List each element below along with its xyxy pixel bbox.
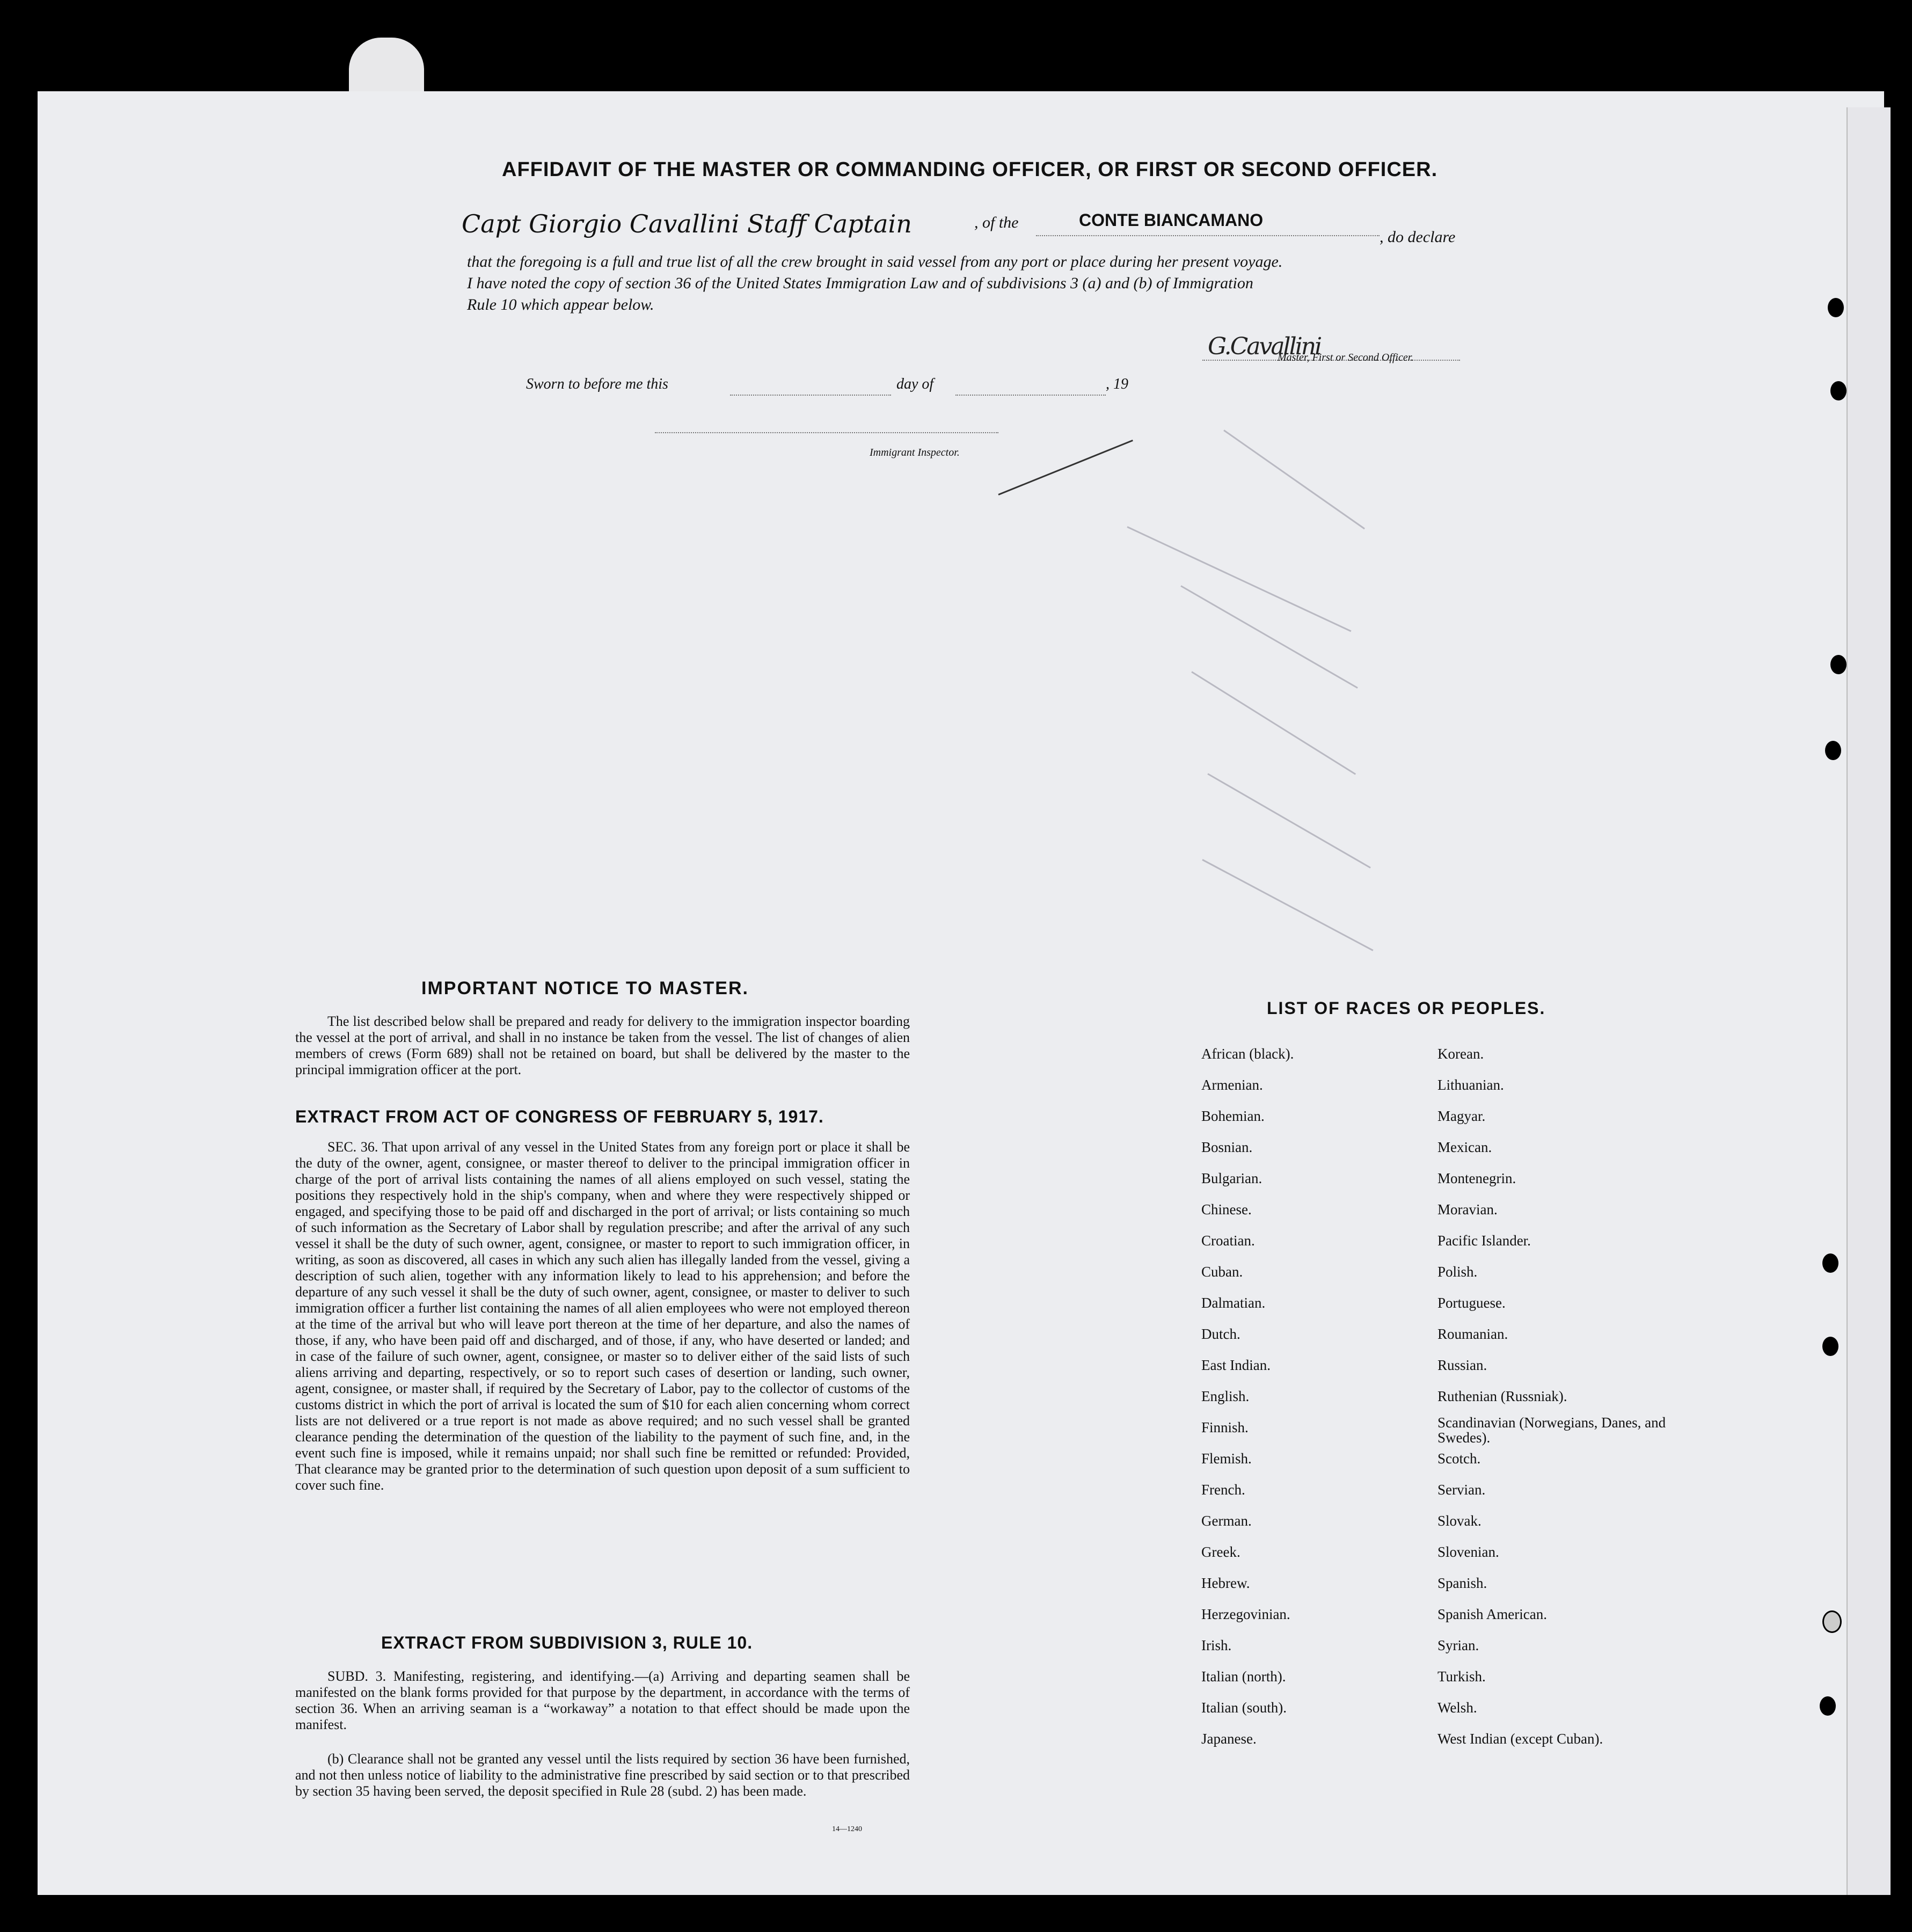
race-item-right: Roumanian. xyxy=(1437,1326,1508,1342)
race-item-right: Ruthenian (Russniak). xyxy=(1437,1388,1567,1404)
binder-hole xyxy=(1828,298,1844,317)
sworn-month-line xyxy=(955,395,1106,396)
races-heading: LIST OF RACES OR PEOPLES. xyxy=(1267,998,1546,1018)
binder-hole xyxy=(1820,1696,1836,1716)
declaration-line-2: that the foregoing is a full and true list of all the crew brought in said vessel from any port or place during her present voyage. xyxy=(467,253,1283,271)
inspector-label: Immigrant Inspector. xyxy=(870,447,960,458)
race-item-left: Greek. xyxy=(1201,1544,1240,1560)
race-item-left: Flemish. xyxy=(1201,1450,1252,1467)
race-item-left: African (black). xyxy=(1201,1046,1294,1062)
race-item-left: Bulgarian. xyxy=(1201,1170,1262,1186)
binder-hole xyxy=(1822,1610,1842,1633)
binder-hole xyxy=(1825,741,1841,760)
race-item-right: Scotch. xyxy=(1437,1450,1481,1467)
binder-hole xyxy=(1830,381,1847,400)
handwritten-signer-name: Capt Giorgio Cavallini Staff Captain xyxy=(462,209,912,238)
race-item-right: Portuguese. xyxy=(1437,1295,1506,1311)
race-item-right: Spanish American. xyxy=(1437,1606,1547,1622)
race-item-right: Spanish. xyxy=(1437,1575,1487,1591)
race-item-left: Italian (north). xyxy=(1201,1668,1286,1685)
race-item-left: Japanese. xyxy=(1201,1731,1257,1747)
subdivision-a-text: SUBD. 3. Manifesting, registering, and identifying.—(a) Arriving and departing seamen shall be manifested on the blank forms provided for that purpose by the department, in accordance with the terms of section 36. When an arriving seaman is a “workaway” a notation to that effect should be made upon the manifest. xyxy=(295,1668,910,1732)
declaration-line-3: I have noted the copy of section 36 of the United States Immigration Law and of subdivisions 3 (a) and (b) of Immigration xyxy=(467,274,1253,292)
race-item-left: Chinese. xyxy=(1201,1201,1252,1217)
binder-hole xyxy=(1830,655,1847,674)
inspector-line xyxy=(655,432,998,433)
race-item-left: Cuban. xyxy=(1201,1264,1243,1280)
sworn-label: Sworn to before me this xyxy=(526,376,668,392)
race-item-right: Russian. xyxy=(1437,1357,1487,1373)
sworn-day-line xyxy=(730,395,891,396)
race-item-right: Slovak. xyxy=(1437,1513,1482,1529)
form-code: 14—1240 xyxy=(832,1825,862,1833)
year-label: , 19 xyxy=(1106,376,1128,392)
race-item-left: Armenian. xyxy=(1201,1077,1263,1093)
race-item-right: Scandinavian (Norwegians, Danes, and Swedes). xyxy=(1437,1415,1666,1446)
section-36-text: SEC. 36. That upon arrival of any vessel in the United States from any foreign port or place it shall be the duty of the owner, agent, consignee, or master thereof to deliver to the principal immigration officer in charge of the port of arrival lists containing the names of all aliens employed on such vessel, stating the positions they respectively hold in the ship's company, when and where they were respectively shipped or engaged, and specifying those to be paid off and discharged in the port of arrival; or lists containing so much of such information as the Secretary of Labor shall by regulation prescribe; and after the arrival of any such vessel it shall be the duty of such owner, agent, consignee, or master to report to such immigration officer, in writing, as soon as discovered, all cases in which any such alien has illegally landed from the vessel, giving a description of such alien, together with any information likely to lead to his apprehension; and before the departure of any such vessel it shall be the duty of such owner, agent, consignee, or master to deliver to such immigration officer a further list containing the names of all alien employees who were not employed thereon at the time of the arrival but who will leave port thereon at the time of her departure, and also the names of those, if any, who have been paid off and discharged, and of those, if any, who have deserted or landed; and in case of the failure of such owner, agent, consignee, or master so to deliver either of the said lists of such aliens arriving and departing, respectively, or so to report such cases of desertion or landing, such owner, agent, consignee, or master shall, if required by the Secretary of Labor, pay to the collector of customs of the customs district in which the port of arrival is located the sum of $10 for each alien concerning whom correct lists are not delivered or a true report is not made as above required; and no such vessel shall be granted clearance pending the determination of the question of the liability to the payment of such fine, and, in the event such fine is imposed, while it remains unpaid; nor shall such fine be remitted or refunded: Provided, That clearance may be granted prior to the determination of such question upon deposit of a sum sufficient to cover such fine. xyxy=(295,1139,910,1493)
race-item-right: Syrian. xyxy=(1437,1637,1479,1653)
race-item-left: German. xyxy=(1201,1513,1252,1529)
race-item-right: Polish. xyxy=(1437,1264,1478,1280)
of-the-label: , of the xyxy=(974,214,1019,231)
notice-heading: IMPORTANT NOTICE TO MASTER. xyxy=(421,978,749,998)
notice-text: The list described below shall be prepared and ready for delivery to the immigration inspector boarding the vessel at the port of arrival, and shall in no instance be taken from the vessel. The list of changes of alien members of crews (Form 689) shall not be retained on board, but shall be delivered by the master to the principal immigration officer at the port. xyxy=(295,1014,910,1077)
race-item-left: Croatian. xyxy=(1201,1233,1255,1249)
do-declare-label: , do declare xyxy=(1380,228,1456,246)
race-item-left: Herzegovinian. xyxy=(1201,1606,1290,1622)
race-item-right: Turkish. xyxy=(1437,1668,1486,1685)
race-item-left: Dutch. xyxy=(1201,1326,1240,1342)
binder-hole xyxy=(1822,1253,1838,1273)
ship-name: CONTE BIANCAMANO xyxy=(1079,210,1264,230)
race-item-left: East Indian. xyxy=(1201,1357,1271,1373)
right-page-edge xyxy=(1847,107,1891,1895)
officer-signature: G.Cavallini xyxy=(1208,333,1321,360)
race-item-right: Korean. xyxy=(1437,1046,1484,1062)
race-item-left: Bohemian. xyxy=(1201,1108,1265,1124)
extract-rule-heading: EXTRACT FROM SUBDIVISION 3, RULE 10. xyxy=(381,1633,753,1652)
race-item-right: Montenegrin. xyxy=(1437,1170,1516,1186)
document-page xyxy=(38,91,1884,1895)
declaration-line-4: Rule 10 which appear below. xyxy=(467,296,654,314)
race-item-left: Italian (south). xyxy=(1201,1700,1287,1716)
race-item-left: Hebrew. xyxy=(1201,1575,1250,1591)
race-item-left: French. xyxy=(1201,1482,1245,1498)
race-item-right: Magyar. xyxy=(1437,1108,1486,1124)
day-of-label: day of xyxy=(896,376,934,392)
race-item-right: West Indian (except Cuban). xyxy=(1437,1731,1603,1747)
race-item-right: Slovenian. xyxy=(1437,1544,1499,1560)
race-item-right: Mexican. xyxy=(1437,1139,1492,1155)
binder-hole xyxy=(1822,1337,1838,1356)
race-item-right: Servian. xyxy=(1437,1482,1486,1498)
race-item-left: English. xyxy=(1201,1388,1250,1404)
race-item-right: Moravian. xyxy=(1437,1201,1498,1217)
extract-act-heading: EXTRACT FROM ACT OF CONGRESS OF FEBRUARY 5, 1917. xyxy=(295,1107,824,1126)
race-item-right: Lithuanian. xyxy=(1437,1077,1504,1093)
ship-line xyxy=(1036,235,1380,236)
officer-label: Master, First or Second Officer. xyxy=(1278,352,1414,363)
race-item-left: Bosnian. xyxy=(1201,1139,1253,1155)
subdivision-b-text: (b) Clearance shall not be granted any vessel until the lists required by section 36 have been furnished, and not then unless notice of liability to the administrative fine prescribed by said section or to that prescribed by section 35 having been served, the deposit specified in Rule 28 (subd. 2) has been made. xyxy=(295,1751,910,1799)
race-item-right: Welsh. xyxy=(1437,1700,1477,1716)
race-item-left: Finnish. xyxy=(1201,1419,1249,1435)
race-item-left: Dalmatian. xyxy=(1201,1295,1266,1311)
race-item-right: Pacific Islander. xyxy=(1437,1233,1531,1249)
race-item-left: Irish. xyxy=(1201,1637,1232,1653)
affidavit-title: AFFIDAVIT OF THE MASTER OR COMMANDING OFFICER, OR FIRST OR SECOND OFFICER. xyxy=(502,158,1438,181)
